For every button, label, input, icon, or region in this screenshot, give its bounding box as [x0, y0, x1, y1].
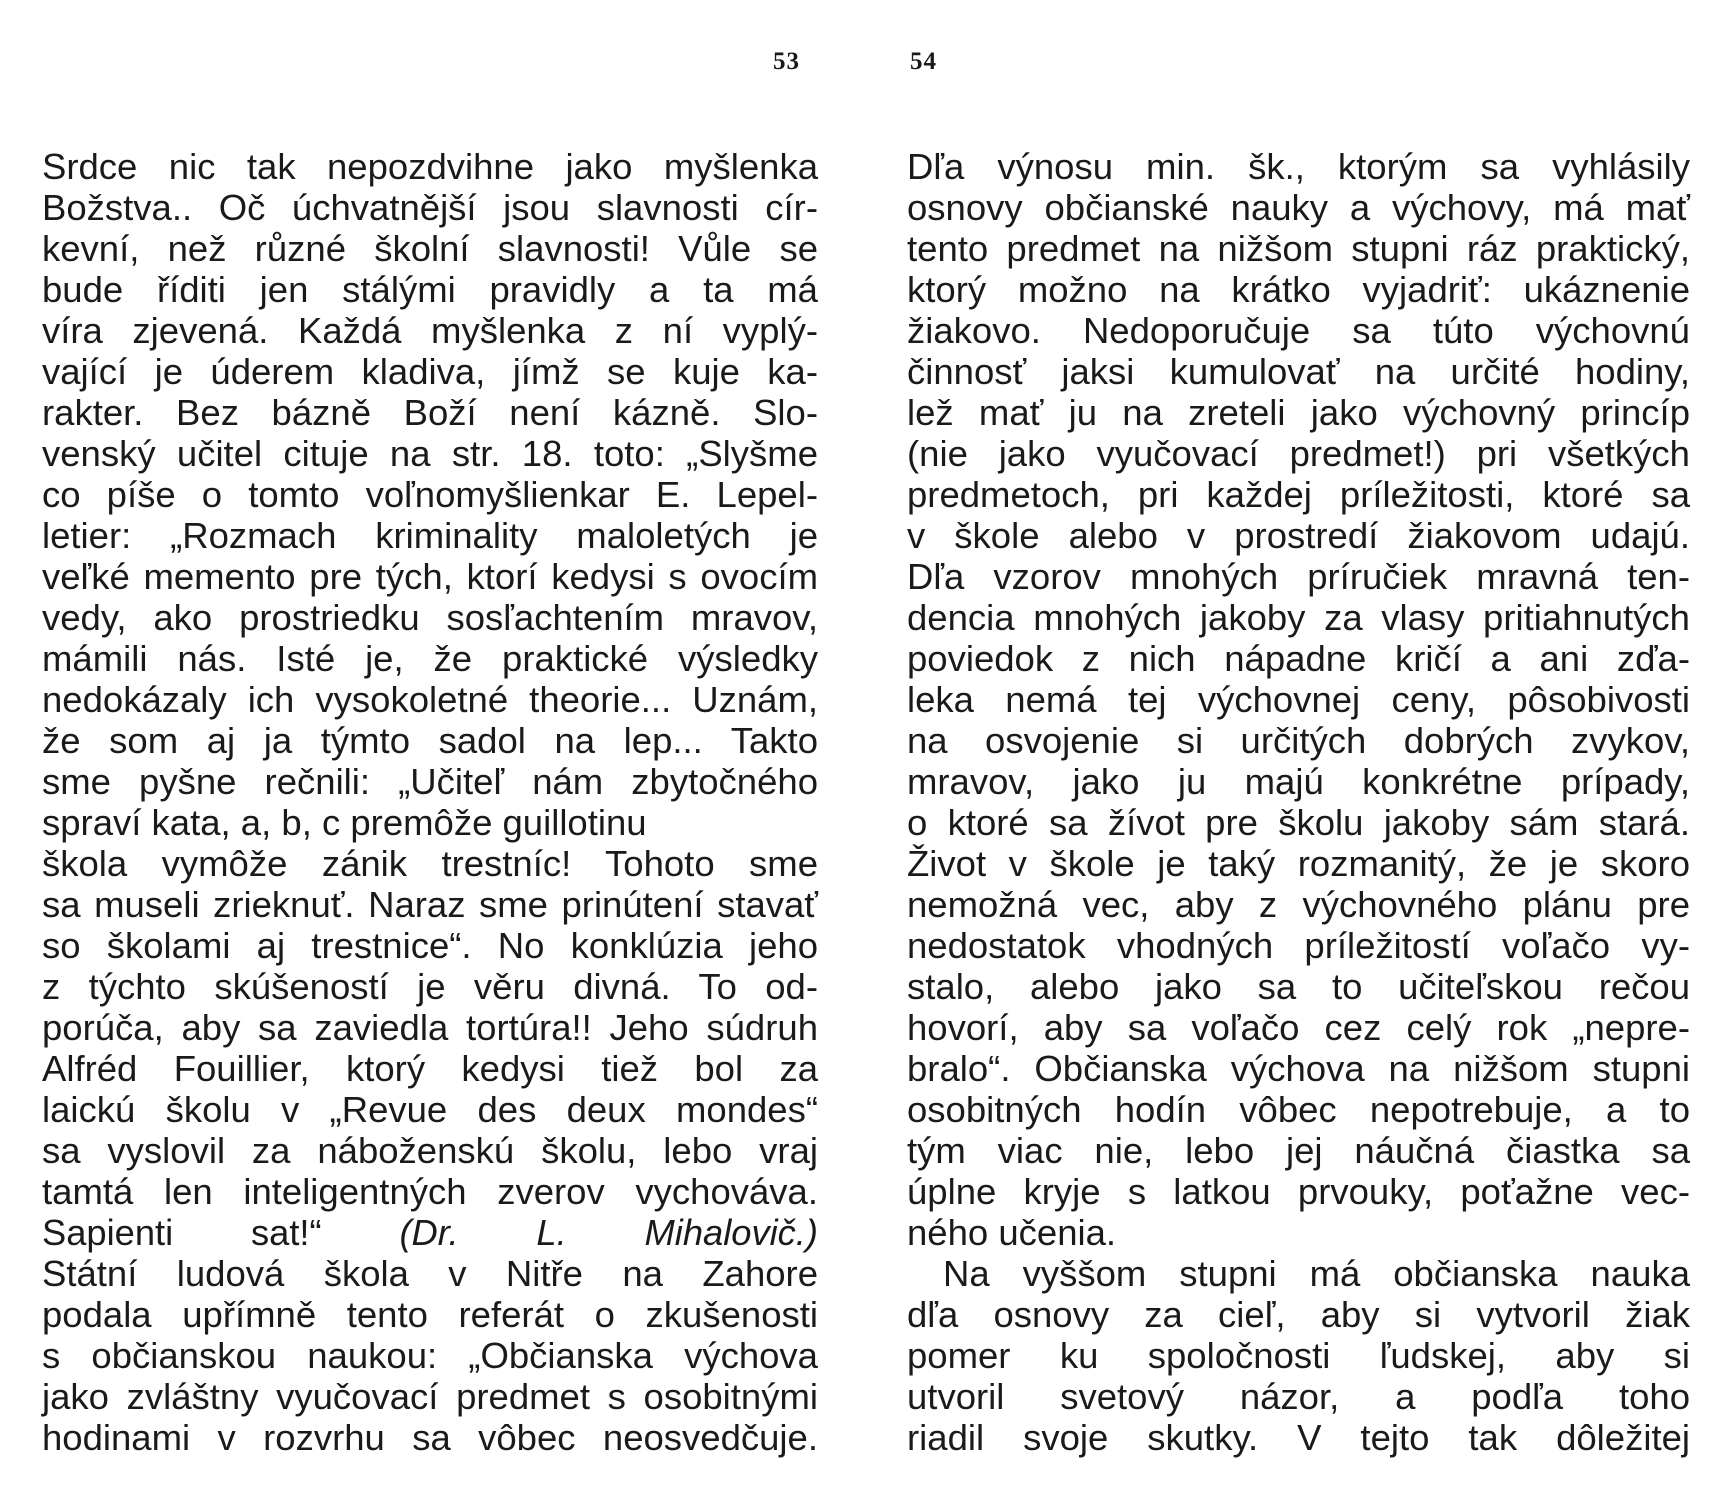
text-line: Život v škole je taký rozmanitý, že je skoro	[907, 843, 1690, 884]
text-line: podala upřímně tento referát o zkušenosti	[42, 1294, 818, 1335]
text-line: riadil svoje skutky. V tejto tak dôležitej	[907, 1417, 1690, 1458]
text-line: úplne kryje s latkou prvouky, poťažne vec-	[907, 1171, 1690, 1212]
text-line: predmetoch, pri každej príležitosti, ktoré sa	[907, 474, 1690, 515]
text-line: mravov, jako ju majú konkrétne prípady,	[907, 761, 1690, 802]
text-line: hodinami v rozvrhu sa vôbec neosvedčuje.	[42, 1417, 818, 1458]
page-number-right: 54	[910, 48, 937, 75]
text-line: v škole alebo v prostredí žiakovom udajú.	[907, 515, 1690, 556]
text-line: ktorý možno na krátko vyjadriť: ukáznenie	[907, 269, 1690, 310]
text-line: sa vyslovil za náboženskú školu, lebo vraj	[42, 1130, 818, 1171]
text-line: mámili nás. Isté je, že praktické výsledky	[42, 638, 818, 679]
text-line: utvoril svetový názor, a podľa toho	[907, 1376, 1690, 1417]
text-line: spraví kata, a, b, c premôže guillotinu	[42, 802, 647, 843]
text-line: lež mať ju na zreteli jako výchovný princíp	[907, 392, 1690, 433]
text-line: tým viac nie, lebo jej náučná čiastka sa	[907, 1130, 1690, 1171]
text-line: laickú školu v „Revue des deux mondes“	[42, 1089, 818, 1130]
text-line: tamtá len inteligentných zverov vychováva.	[42, 1171, 818, 1212]
text-line: vající je úderem kladiva, jímž se kuje ka-	[42, 351, 818, 392]
text-line: so školami aj trestnice“. No konklúzia jeho	[42, 925, 818, 966]
text-line: (nie jako vyučovací predmet!) pri všetkých	[907, 433, 1690, 474]
text-line: porúča, aby sa zaviedla tortúra!! Jeho súdruh	[42, 1007, 818, 1048]
text-line: ného učenia.	[907, 1212, 1117, 1253]
page-number-left: 53	[773, 48, 800, 75]
text-line: činnosť jaksi kumulovať na určité hodiny,	[907, 351, 1690, 392]
text-line: z týchto skúšeností je věru divná. To od-	[42, 966, 818, 1007]
text-line: Státní ludová škola v Nitře na Zahore	[42, 1253, 818, 1294]
signature-line	[42, 1212, 818, 1253]
right-column-text	[907, 146, 1690, 1458]
text-line: Na vyššom stupni má občianska nauka	[943, 1253, 1690, 1294]
signature-text: Sapienti sat!“	[42, 1212, 322, 1253]
text-line: dencia mnohých jakoby za vlasy pritiahnutých	[907, 597, 1690, 638]
text-line: Srdce nic tak nepozdvihne jako myšlenka	[42, 146, 818, 187]
text-line: Dľa výnosu min. šk., ktorým sa vyhlásily	[907, 146, 1690, 187]
text-line: stalo, alebo jako sa to učiteľskou rečou	[907, 966, 1690, 1007]
text-line: sa museli zrieknuť. Naraz sme prinútení stavať	[42, 884, 818, 925]
text-line: rakter. Bez bázně Boží není kázně. Slo-	[42, 392, 818, 433]
text-line: bude říditi jen stálými pravidly a ta má	[42, 269, 818, 310]
text-line: nemožná vec, aby z výchovného plánu pre	[907, 884, 1690, 925]
text-line: co píše o tomto voľnomyšlienkar E. Lepel-	[42, 474, 818, 515]
text-line: venský učitel cituje na str. 18. toto: „Slyšme	[42, 433, 818, 474]
text-line: osnovy občianské nauky a výchovy, má mať	[907, 187, 1690, 228]
text-line: na osvojenie si určitých dobrých zvykov,	[907, 720, 1690, 761]
text-line: veľké memento pre tých, ktorí kedysi s ovocím	[42, 556, 818, 597]
text-line: Alfréd Fouillier, ktorý kedysi tiež bol za	[42, 1048, 818, 1089]
text-line: škola vymôže zánik trestníc! Tohoto sme	[42, 843, 818, 884]
text-line: bralo“. Občianska výchova na nižšom stupni	[907, 1048, 1690, 1089]
text-line: žiakovo. Nedoporučuje sa túto výchovnú	[907, 310, 1690, 351]
text-line: Dľa vzorov mnohých príručiek mravná ten-	[907, 556, 1690, 597]
text-line: nedostatok vhodných príležitostí voľačo vy-	[907, 925, 1690, 966]
text-line: sme pyšne rečnili: „Učiteľ nám zbytočného	[42, 761, 818, 802]
text-line: osobitných hodín vôbec nepotrebuje, a to	[907, 1089, 1690, 1130]
signature-author: (Dr. L. Mihalovič.)	[399, 1212, 818, 1253]
text-line: s občianskou naukou: „Občianska výchova	[42, 1335, 818, 1376]
text-line: letier: „Rozmach kriminality maloletých je	[42, 515, 818, 556]
text-line: kevní, než různé školní slavnosti! Vůle se	[42, 228, 818, 269]
text-line: že som aj ja týmto sadol na lep... Takto	[42, 720, 818, 761]
text-line: víra zjevená. Každá myšlenka z ní vyplý-	[42, 310, 818, 351]
text-line: leka nemá tej výchovnej ceny, pôsobivosti	[907, 679, 1690, 720]
text-line: tento predmet na nižšom stupni ráz praktický,	[907, 228, 1690, 269]
text-line: poviedok z nich nápadne kričí a ani zďa-	[907, 638, 1690, 679]
text-line: jako zvláštny vyučovací predmet s osobitnými	[42, 1376, 818, 1417]
left-column-text	[42, 146, 818, 1458]
text-line: hovorí, aby sa voľačo cez celý rok „nepre-	[907, 1007, 1690, 1048]
text-line: nedokázaly ich vysokoletné theorie... Uznám,	[42, 679, 818, 720]
text-line: pomer ku spoločnosti ľudskej, aby si	[907, 1335, 1690, 1376]
text-line: dľa osnovy za cieľ, aby si vytvoril žiak	[907, 1294, 1690, 1335]
text-line: Božstva.. Oč úchvatnější jsou slavnosti cír-	[42, 187, 818, 228]
text-line: vedy, ako prostriedku sosľachtením mravov,	[42, 597, 818, 638]
text-line: o ktoré sa žívot pre školu jakoby sám stará.	[907, 802, 1690, 843]
